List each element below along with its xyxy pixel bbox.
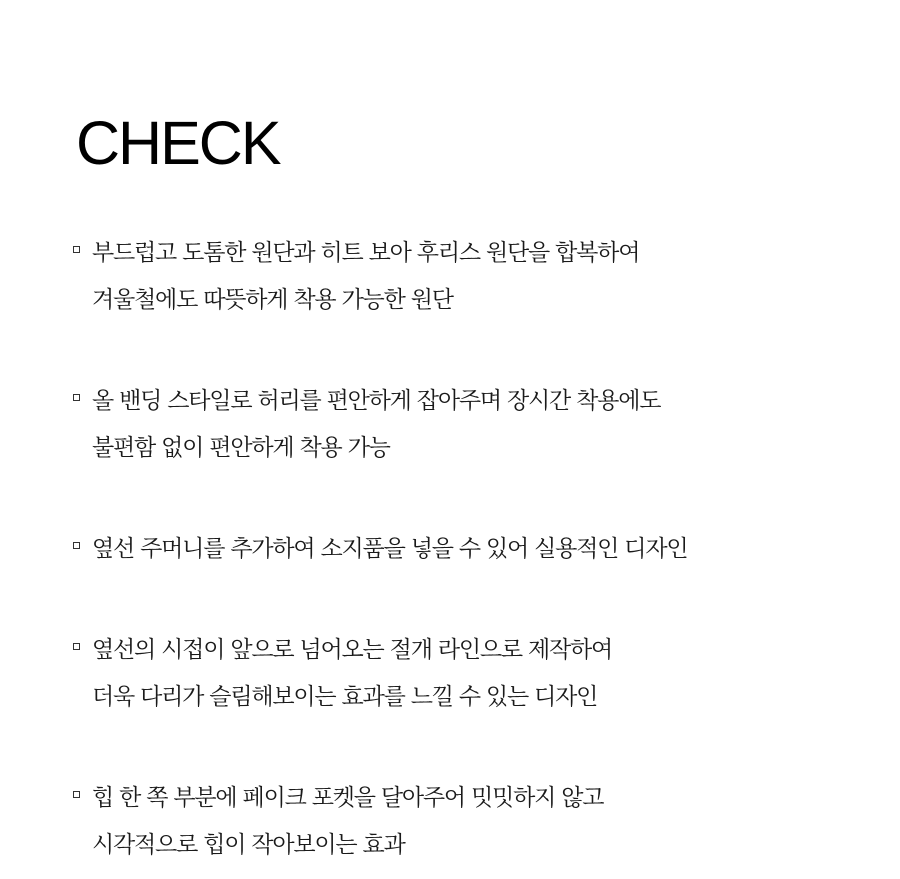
check-list — [70, 230, 870, 869]
check-item-line: 더욱 다리가 슬림해보이는 효과를 느낄 수 있는 디자인 — [92, 684, 598, 710]
square-bullet-icon — [73, 791, 80, 798]
check-item — [70, 526, 870, 573]
square-bullet-icon — [73, 394, 80, 401]
check-item-line: 겨울철에도 따뜻하게 착용 가능한 원단 — [92, 287, 453, 313]
check-item-line: 불편함 없이 편안하게 착용 가능 — [92, 435, 390, 461]
check-item — [70, 775, 870, 869]
check-item-line: 옆선 주머니를 추가하여 소지품을 넣을 수 있어 실용적인 디자인 — [92, 536, 688, 562]
check-item-line: 부드럽고 도톰한 원단과 히트 보아 후리스 원단을 합복하여 — [92, 240, 640, 266]
square-bullet-icon — [73, 542, 80, 549]
check-item-line: 힙 한 쪽 부분에 페이크 포켓을 달아주어 밋밋하지 않고 — [92, 785, 604, 811]
check-item-text — [92, 378, 870, 472]
check-item — [70, 627, 870, 721]
check-item-text — [92, 526, 870, 573]
check-item-text — [92, 775, 870, 869]
check-item — [70, 378, 870, 472]
square-bullet-icon — [73, 643, 80, 650]
square-bullet-icon — [73, 246, 80, 253]
check-item-line: 올 밴딩 스타일로 허리를 편안하게 잡아주며 장시간 착용에도 — [92, 388, 661, 414]
check-item-text — [92, 627, 870, 721]
check-item-line: 시각적으로 힙이 작아보이는 효과 — [92, 832, 405, 858]
check-item-text — [92, 230, 870, 324]
check-item — [70, 230, 870, 324]
page-title: CHECK — [76, 109, 280, 177]
check-item-line: 옆선의 시접이 앞으로 넘어오는 절개 라인으로 제작하여 — [92, 637, 613, 663]
